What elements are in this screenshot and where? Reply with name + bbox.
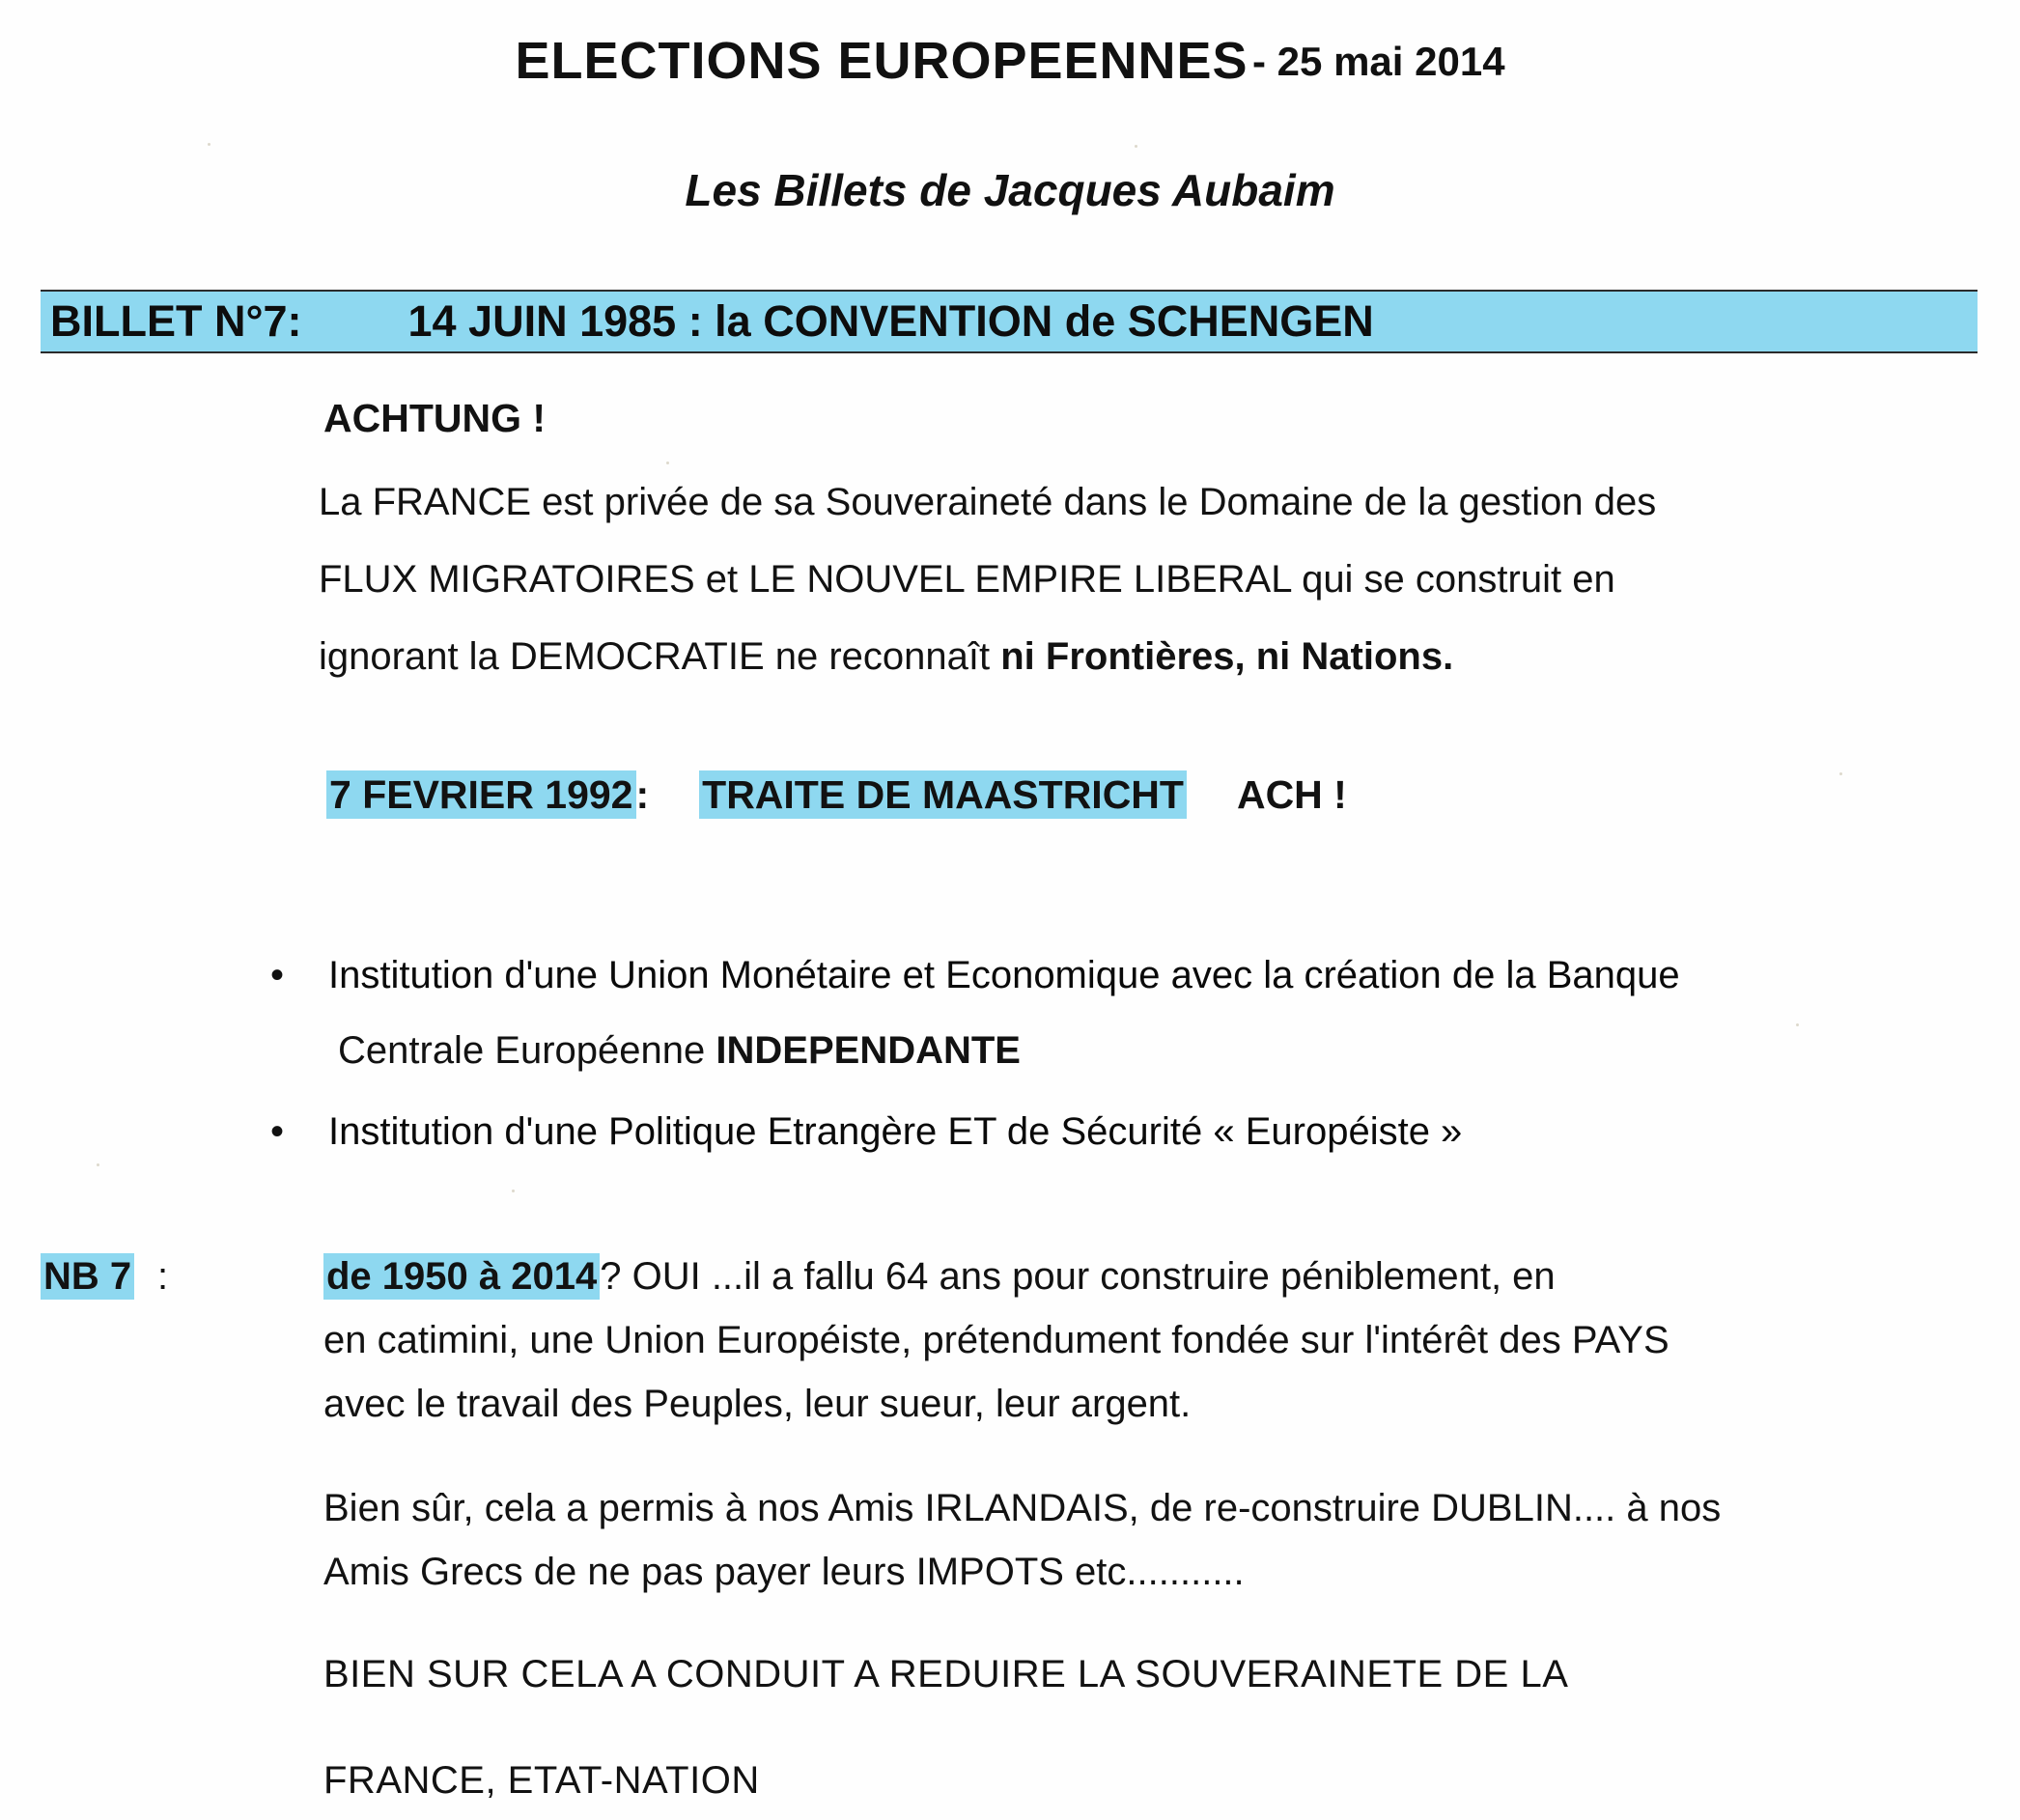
bullet1-line2	[338, 1029, 1021, 1073]
conclusion-line2: FRANCE, ETAT-NATION	[323, 1759, 760, 1802]
document-subtitle	[0, 164, 2020, 216]
scan-speckle	[208, 143, 210, 146]
title-date-text: - 25 mai 2014	[1252, 39, 1505, 84]
bullet1-line1: Institution d'une Union Monétaire et Economique avec la création de la Banque	[328, 954, 1680, 996]
billet-banner	[41, 290, 1978, 353]
nb-line3: avec le travail des Peuples, leur sueur, leur argent.	[323, 1383, 1192, 1425]
nb-line1	[323, 1255, 1556, 1299]
paragraph1-line3	[319, 635, 1453, 679]
maastricht-treaty-highlight: TRAITE DE MAASTRICHT	[699, 770, 1187, 819]
scan-speckle	[1796, 1023, 1799, 1026]
billet-title-text: 14 JUIN 1985 : la CONVENTION de SCHENGEN	[407, 296, 1374, 346]
nb-range-highlight: de 1950 à 2014	[323, 1253, 600, 1300]
bullet1-line2-plain: Centrale Européenne	[338, 1029, 716, 1072]
document-title	[0, 31, 2020, 91]
nb-colon: :	[157, 1255, 169, 1298]
billet-number-label: BILLET N°7:	[50, 296, 302, 346]
scan-speckle	[1839, 772, 1842, 775]
paragraph1-line3-bold: ni Frontières, ni Nations.	[1000, 635, 1454, 678]
scan-speckle	[1135, 145, 1137, 148]
bullet1-line2-bold: INDEPENDANTE	[715, 1029, 1021, 1072]
nb-line2: en catimini, une Union Européiste, prétendument fondée sur l'intérêt des PAYS	[323, 1319, 1669, 1361]
paragraph1-line1: La FRANCE est privée de sa Souveraineté dans le Domaine de la gestion des	[319, 481, 1657, 523]
maastricht-exclaim: ACH !	[1236, 772, 1347, 817]
paragraph1-line2: FLUX MIGRATOIRES et LE NOUVEL EMPIRE LIBERAL qui se construit en	[319, 558, 1615, 601]
scan-speckle	[512, 1190, 515, 1192]
paragraph2-line2: Amis Grecs de ne pas payer leurs IMPOTS etc...........	[323, 1551, 1245, 1593]
maastricht-line	[326, 772, 1347, 818]
maastricht-colon: :	[635, 772, 650, 817]
list-item	[270, 1110, 1462, 1154]
conclusion-line1: BIEN SUR CELA A CONDUIT A REDUIRE LA SOUVERAINETE DE LA	[323, 1653, 1569, 1695]
bullet-icon: •	[270, 954, 285, 996]
list-item	[270, 954, 1680, 997]
scan-speckle	[666, 462, 669, 464]
achtung-heading: ACHTUNG !	[323, 396, 547, 440]
nb-line1-rest: ? OUI ...il a fallu 64 ans pour construire péniblement, en	[600, 1255, 1556, 1298]
title-main-text: ELECTIONS EUROPEENNES	[515, 32, 1248, 90]
scan-speckle	[97, 1163, 99, 1166]
subtitle-text: Les Billets de Jacques Aubaim	[685, 165, 1335, 215]
bullet-icon: •	[270, 1110, 285, 1153]
paragraph1-line3-plain: ignorant la DEMOCRATIE ne reconnaît	[319, 635, 1001, 678]
nb-label	[41, 1255, 134, 1299]
nb-label-highlight: NB 7	[41, 1253, 134, 1300]
bullet2-line1: Institution d'une Politique Etrangère ET de Sécurité « Européiste »	[328, 1110, 1463, 1153]
paragraph2-line1: Bien sûr, cela a permis à nos Amis IRLANDAIS, de re-construire DUBLIN.... à nos	[323, 1487, 1722, 1529]
maastricht-date-highlight: 7 FEVRIER 1992	[326, 770, 636, 819]
